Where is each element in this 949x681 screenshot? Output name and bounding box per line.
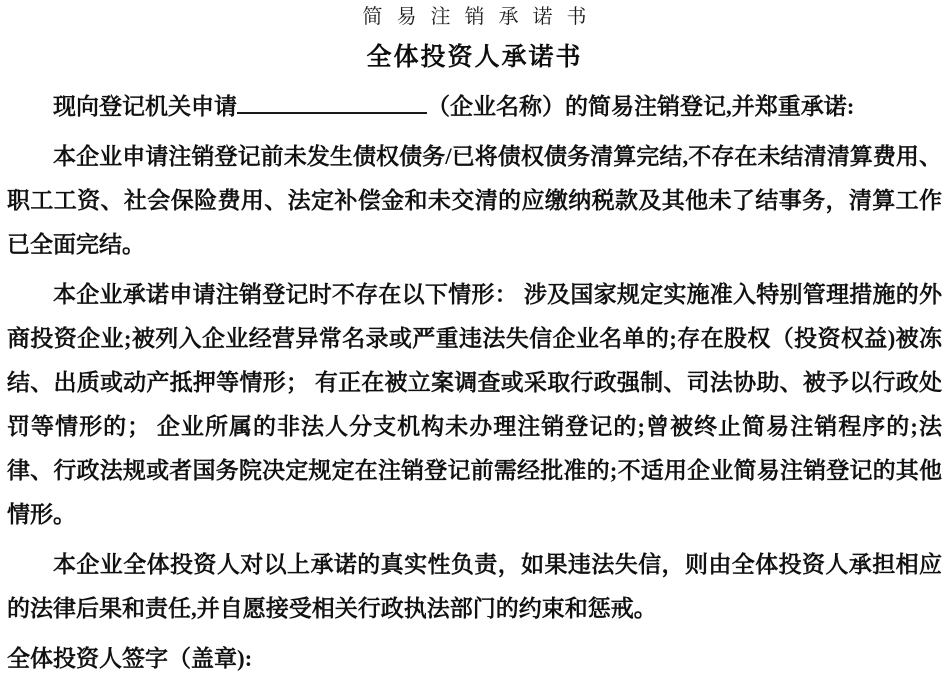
document-subtitle: 全体投资人承诺书 [366,43,583,71]
paragraph-responsibility: 本企业全体投资人对以上承诺的真实性负责，如果违法失信，则由全体投资人承担相应的法律后果和责任,并自愿接受相关行政执法部门的约束和惩戒。 [7,552,942,621]
paragraph-application [7,85,942,129]
company-name-blank [237,112,427,114]
paragraph-excluded-circumstances: 本企业承诺申请注销登记时不存在以下情形： 涉及国家规定实施准入特别管理措施的外商投资企业;被列入企业经营异常名录或严重违法失信企业名单的;存在股权（投资权益)被冻结、出质或动产抵押等情形； 有正在被立案调查或采取行政强制、司法协助、被予以行政处罚等情形的； 企业所属的非法人分支机构未办理注销登记的;曾被终止简易注销程序的;法律、行政法规或者国务院决定规定在注销登记前需经批准的;不适用企业简易注销登记的其他情形。 [7,282,942,527]
application-prefix-text: 现向登记机关申请 [53,94,237,119]
signature-label: 全体投资人签字（盖章): [7,646,253,671]
paragraph-debt-settlement: 本企业申请注销登记前未发生债权债务/已将债权债务清算完结,不存在未结清清算费用、职工工资、社会保险费用、法定补偿金和未交清的应缴纳税款及其他未了结事务，清算工作已全面完结。 [7,144,942,257]
application-suffix-text: （企业名称）的简易注销登记,并郑重承诺: [427,94,855,119]
document-title: 简易注销承诺书 [362,6,601,28]
